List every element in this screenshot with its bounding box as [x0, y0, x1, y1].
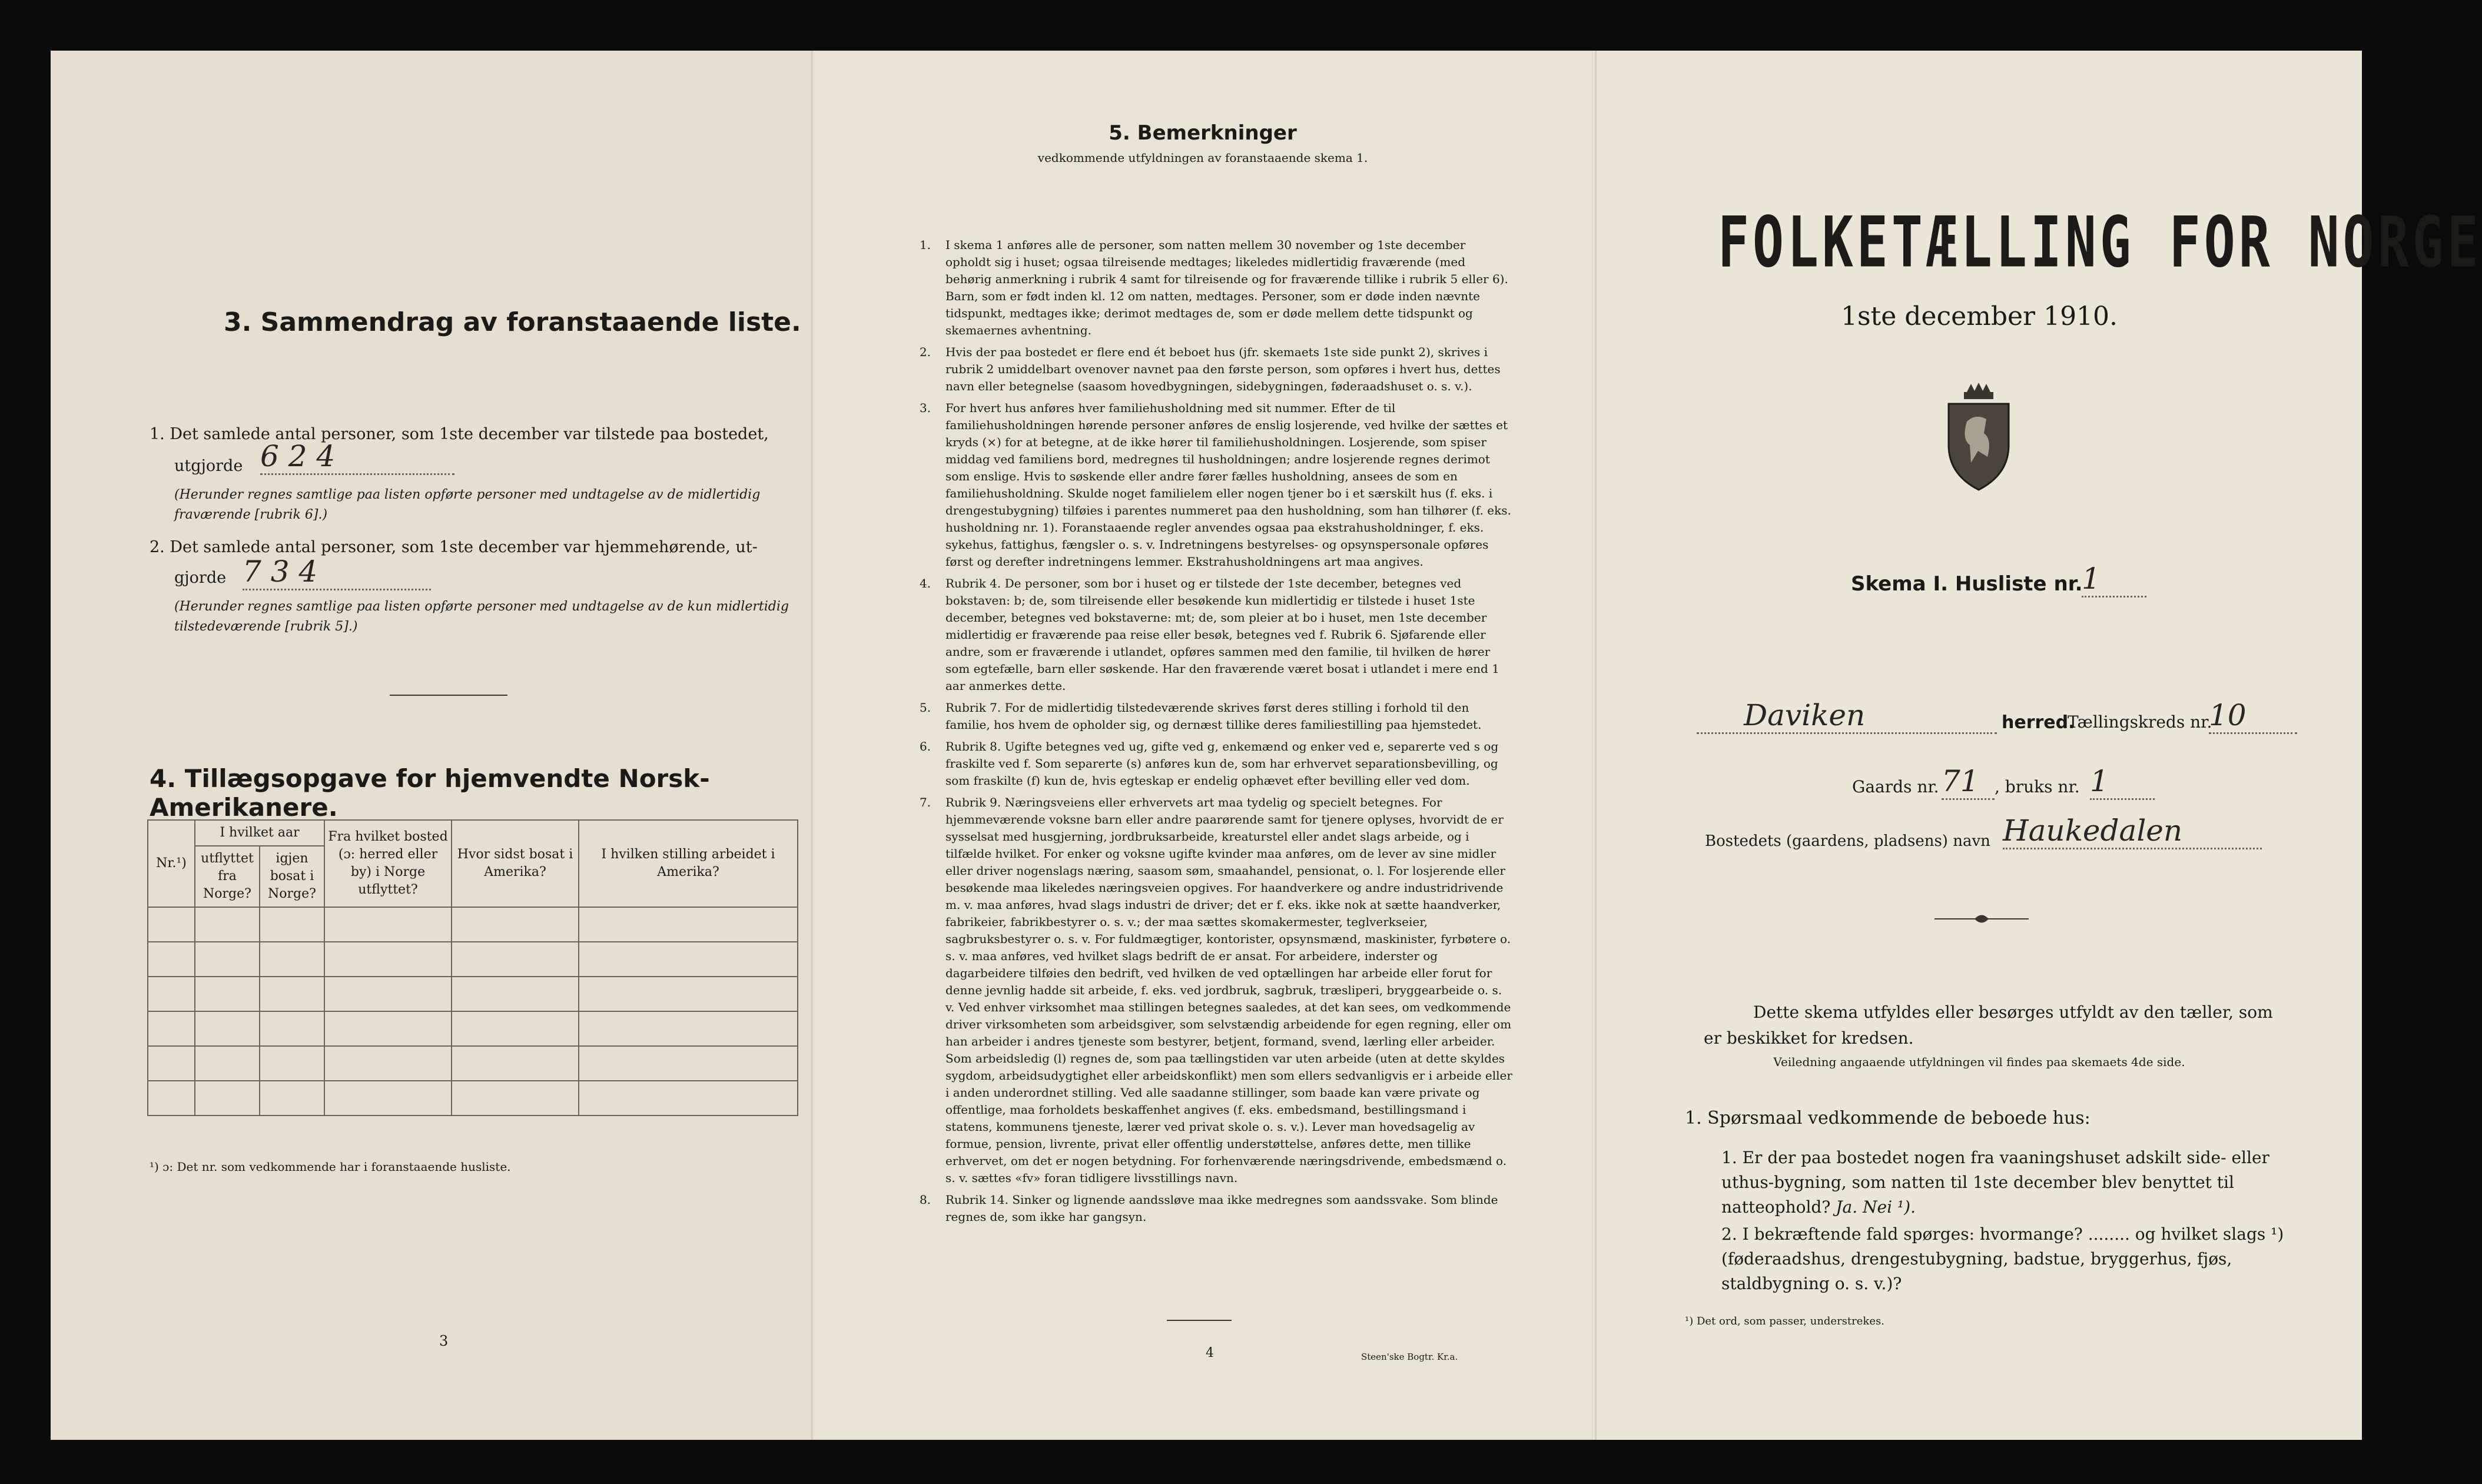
bruks-value: 1 [2090, 764, 2155, 800]
right-page [1597, 51, 2482, 1440]
page-number-4: 4 [1206, 1346, 1214, 1360]
col-fra: Fra hvilket bosted (ɔ: herred eller by) i Norge utflyttet? [324, 820, 452, 907]
kreds-label: Tællingskreds nr. [2068, 712, 2212, 732]
col-igjen: igjen bosat i Norge? [260, 846, 324, 907]
guide-text: Veiledning angaaende utfyldningen vil findes paa skemaets 4de side. [1773, 1055, 2185, 1069]
list-item-text: Rubrik 7. For de midlertidig tilstedeværende skrives først deres stilling i forhold til den familie, hos hvem de opholder sig, og dernæst tillike deres familiestilling paa hjemstedet. [945, 700, 1482, 732]
census-date: 1ste december 1910. [1840, 301, 2118, 331]
bosted-label: Bostedets (gaardens, pladsens) navn [1705, 832, 1990, 850]
list-item [920, 575, 1514, 695]
summary-item2-value: 7 3 4 [243, 555, 431, 590]
list-item-number: 1. [920, 238, 931, 252]
ornament-icon [1934, 910, 2029, 928]
kreds-value: 10 [2209, 698, 2297, 734]
table-row [148, 1011, 798, 1046]
bosted-value: Haukedalen [2003, 814, 2262, 849]
question1-1 [1721, 1146, 2287, 1220]
summary-item2-text: 2. Det samlede antal personer, som 1ste december var hjemmehørende, ut- [150, 538, 758, 556]
list-item [920, 738, 1514, 789]
herred-label: herred. [2002, 712, 2075, 733]
herred-value: Daviken [1697, 698, 1997, 734]
table-row [148, 907, 798, 942]
table-row [148, 977, 798, 1011]
list-item-number: 5. [920, 700, 931, 715]
question1-2: 2. I bekræftende fald spørges: hvormange? ........ og hvilket slags ¹) (føderaadshus, drengestubygning, badstue, bryggerhus, fjøs, staldbygning o. s. v.)? [1721, 1224, 2284, 1293]
col-utflyttet: utflyttet fra Norge? [195, 846, 260, 907]
list-item-text: Rubrik 9. Næringsveiens eller erhvervets art maa tydelig og specielt betegnes. For hjemmeværende voksne barn eller andre paarørende samt for tjenere oplyses, hvorvidt de er sysselsat med husgjerning, jordbruksarbeide, kreaturstel eller andet slags arbeide, og i tilfælde hvilket. For enker og voksne ugifte kvinder maa anføres, om de lever av sine midler eller driver nogenslags næring, saasom søm, smaahandel, pensionat, o. l. For losjerende eller besøkende maa likeledes næringsveien opgives. For haandverkere og andre industridrivende m. v. maa anføres, hvad slags industri de driver; det er f. eks. ikke nok at sætte haandverker, fabrikeier, fabrikbestyrer o. s. v.; der maa sættes skomakermester, teglverkseier, sagbruksbestyrer o. s. v. For fuldmægtiger, kontorister, opsynsmænd, maskinister, fyrbøtere o. s. v. maa anføres, ved hvilket slags bedrift de er ansat. For arbeidere, inderster og dagarbeidere tilføies den bedrift, ved hvilken de ved optællingen har arbeide eller forut for denne jevnlig hadde sit arbeide, f. eks. ved jordbruk, sagbruk, træsliperi, bryggearbeide o. s. v. Ved enhver virksomhet maa stillingen betegnes saaledes, at det kan sees, om vedkommende driver virksomheten som arbeidsgiver, som selvstændig arbeidende for egen regning, eller om han arbeider i andres tjeneste som bestyrer, betjent, formand, svend, lærling eller arbeider. Som arbeidsledig (l) regnes de, som paa tællingstiden var uten arbeide (uten at dette skyldes sygdom, arbeidsudygtighet eller arbeidskonflikt) men som ellers sedvanligvis er i arbeide eller i anden underordnet stilling. Ved alle saadanne stillinger, som baade kan være private og offentlige, maa forholdets beskaffenhet angives (f. eks. embedsmand, bestillingsmand i statens, kommunens tjeneste, lærer ved privat skole o. s. v.). Lever man hovedsagelig av formue, pension, livrente, privat eller offentlig understøttelse, anføres dette, men tillike erhvervet, om det er nogen betydning. For forhenværende næringsdrivende, embedsmænd o. s. v. sættes «fv» foran tidligere livsstillings navn. [945, 795, 1512, 1185]
col-nr: Nr.¹) [148, 820, 195, 907]
skema-value: 1 [2082, 562, 2146, 597]
middle-page [814, 51, 1592, 1440]
list-item [920, 237, 1514, 339]
list-item-number: 8. [920, 1193, 931, 1207]
list-item [920, 1191, 1514, 1226]
col-stilling: I hvilken stilling arbeidet i Amerika? [579, 820, 798, 907]
right-footnote: ¹) Det ord, som passer, understrekes. [1685, 1315, 1884, 1327]
remarks-subtitle: vedkommende utfyldningen av foranstaaende skema 1. [1037, 151, 1368, 165]
list-item-number: 6. [920, 739, 931, 753]
list-item-text: Rubrik 14. Sinker og lignende aandssløve maa ikke medregnes som aandssvake. Som blinde regnes de, som ikke har gangsyn. [945, 1193, 1498, 1224]
skema-label: Skema I. Husliste nr. [1851, 572, 2083, 596]
question1-1-text: 1. Er der paa bostedet nogen fra vaaningshuset adskilt side- eller uthus-bygning, som natten til 1ste december blev benyttet til natteophold? [1721, 1148, 2269, 1217]
question1-title: 1. Spørsmaal vedkommende de beboede hus: [1685, 1108, 2091, 1128]
left-page [51, 51, 811, 1440]
list-item [920, 400, 1514, 570]
list-item-number: 4. [920, 576, 931, 590]
table-row [148, 1046, 798, 1081]
norsk-amerikanere-table [147, 819, 798, 1116]
section3-title: 3. Sammendrag av foranstaaende liste. [224, 307, 801, 337]
col-group-year: I hvilket aar [195, 820, 324, 846]
summary-item2-note: (Herunder regnes samtlige paa listen opførte personer med undtagelse av de kun midlertidig tilstedeværende [rubrik 5].) [174, 599, 789, 634]
gaards-label: Gaards nr. [1852, 777, 1939, 796]
list-item-text: Rubrik 4. De personer, som bor i huset og er tilstede der 1ste december, betegnes ved bokstaven: b; de, som tilreisende eller besøkende kun midlertidig er tilstede i huset 1ste december, betegnes ved bokstaverne: mt; de, som pleier at bo i huset, men 1ste december midlertidig er fraværende paa reise eller besøk, betegnes ved f. Rubrik 6. Sjøfarende eller andre, som er fraværende i utlandet, opføres sammen med den familie, til hvilken de hører som egtefælle, barn eller søskende. Har den fraværende været bosat i utlandet i mere end 1 aar anmerkes dette. [945, 576, 1499, 693]
list-item-text: Rubrik 8. Ugifte betegnes ved ug, gifte ved g, enkemænd og enker ved e, separerte ved s og fraskilte ved f. Som separerte (s) anføres kun de, som har erhvervet separationsbevilling, og som fraskilte (f) kun de, hvis egteskap er endelig ophævet efter bevilling eller ved dom. [945, 739, 1499, 788]
summary-item1-value: 6 2 4 [260, 439, 454, 475]
summary-item1-text: 1. Det samlede antal personer, som 1ste december var tilstede paa bostedet, [150, 425, 769, 443]
list-item-number: 7. [920, 795, 931, 809]
list-item-text: I skema 1 anføres alle de personer, som natten mellem 30 november og 1ste december opholdt sig i huset; ogsaa tilreisende medtages; likeledes midlertidig fraværende (med behørig anmerkning i rubrik 4 samt for tilreisende og for fraværende tillike i rubrik 5 eller 6). Barn, som er født inden kl. 12 om natten, medtages. Personer, som er døde inden nævnte tidspunkt, medtages ikke; derimot medtages de, som er døde mellem dette tidspunkt og skemaernes avhentning. [945, 238, 1508, 337]
list-item-number: 2. [920, 345, 931, 359]
table-row [148, 942, 798, 977]
intro-text: Dette skema utfyldes eller besørges utfyldt av den tæller, som er beskikket for kredsen. [1704, 1002, 2273, 1048]
gaards-value: 71 [1942, 764, 1995, 800]
list-item-number: 3. [920, 401, 931, 415]
divider [390, 695, 507, 696]
section4-title: 4. Tillægsopgave for hjemvendte Norsk-Amerikanere. [150, 764, 710, 822]
left-footnote: ¹) ɔ: Det nr. som vedkommende har i foranstaaende husliste. [150, 1160, 511, 1174]
printer-mark: Steen'ske Bogtr. Kr.a. [1361, 1352, 1458, 1362]
bruks-label: , bruks nr. [1995, 777, 2080, 796]
list-item [920, 794, 1514, 1187]
census-title: FOLKETÆLLING FOR NORGE [1718, 201, 2482, 284]
col-hvor: Hvor sidst bosat i Amerika? [452, 820, 579, 907]
summary-item1-label: utgjorde [174, 457, 243, 475]
norwegian-coat-of-arms-icon [1940, 380, 2017, 492]
divider [1167, 1320, 1232, 1321]
list-item [920, 344, 1514, 395]
summary-item2-label: gjorde [174, 569, 227, 587]
remarks-title: 5. Bemerkninger [1109, 121, 1297, 145]
list-item-text: For hvert hus anføres hver familiehusholdning med sit nummer. Efter de til familiehusholdningen hørende personer anføres de enslig losjerende, ved hvilke der sættes et kryds (×) for at betegne, at de ikke hører til familiehusholdningen. Losjerende, som spiser middag ved familiens bord, medregnes til husholdningen; andre losjerende regnes derimot som enslige. Hvis to søskende eller andre fører fælles husholdning, ansees de som en familiehusholdning. Skulde noget familielem eller nogen tjener bo i et særskilt hus (f. eks. i drengestubygning) tilføies i parentes nummeret paa den husholdning, som han tilhører (f. eks. husholdning nr. 1). Foranstaaende regler anvendes ogsaa paa ekstrahusholdninger, f. eks. sykehus, fattighus, fængsler o. s. v. Indretningens bestyrelses- og opsynspersonale opføres først og derefter indretningens lemmer. Ekstrahusholdningens art maa angives. [945, 401, 1511, 569]
table-row [148, 1081, 798, 1116]
summary-item1-note: (Herunder regnes samtlige paa listen opførte personer med undtagelse av de midlertidig fraværende [rubrik 6].) [174, 487, 761, 522]
list-item-text: Hvis der paa bostedet er flere end ét beboet hus (jfr. skemaets 1ste side punkt 2), skrives i rubrik 2 umiddelbart ovenover navnet paa den første person, som opføres i hvert hus, dettes navn eller betegnelse (saasom hovedbygningen, sidebygningen, føderaadshuset o. s. v.). [945, 345, 1501, 393]
list-item [920, 699, 1514, 733]
page-number-3: 3 [439, 1333, 449, 1349]
question1-1-answer: Ja. Nei ¹). [1836, 1197, 1916, 1217]
remarks-list [920, 237, 1514, 1230]
